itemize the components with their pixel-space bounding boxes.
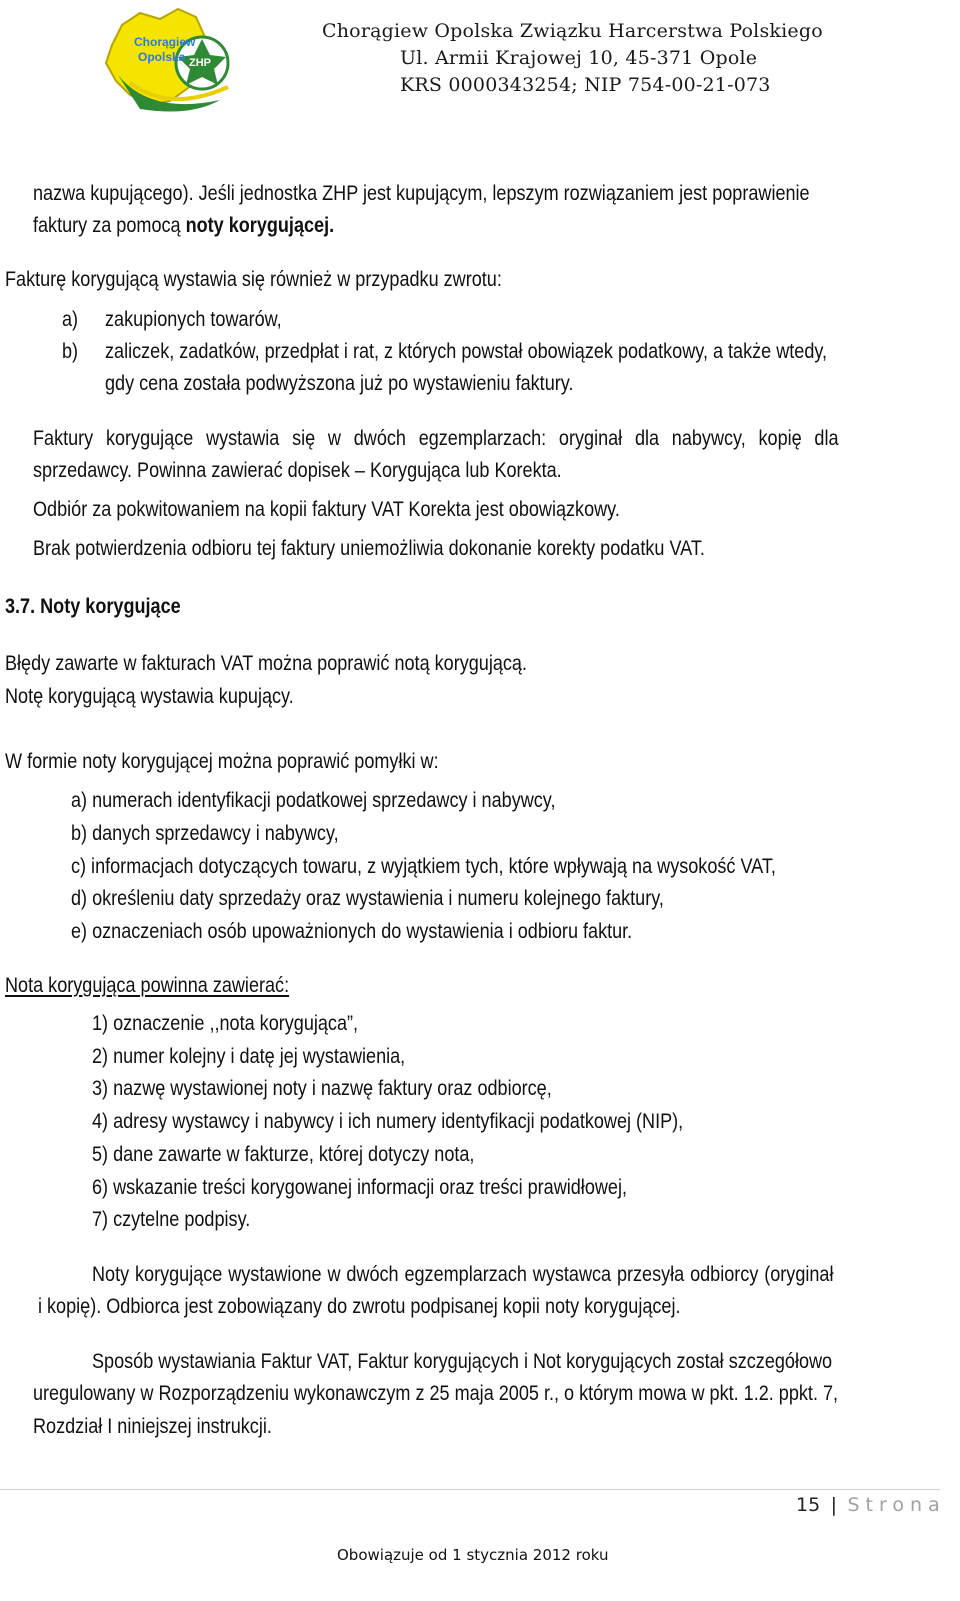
list-3-item: 4) adresy wystawcy i nabywcy i ich numery identyfikacji podatkowej (NIP),: [92, 1110, 684, 1133]
list-2-item: d) określeniu daty sprzedaży oraz wystawienia i numeru kolejnego faktury,: [71, 887, 664, 910]
footer-divider: [0, 1489, 940, 1490]
paragraph-3-text: Faktury korygujące wystawia się w dwóch egzemplarzach: oryginał dla nabywcy, kopię dla: [33, 427, 839, 450]
list-3-item: 7) czytelne podpisy.: [92, 1208, 251, 1231]
paragraph-3-line-1: [33, 427, 934, 451]
paragraph-5: Brak potwierdzenia odbioru tej faktury uniemożliwia dokonanie korekty podatku VAT.: [33, 537, 705, 560]
paragraph-10-line-3: Rozdział I niniejszej instrukcji.: [33, 1415, 272, 1438]
list-3-item: 3) nazwę wystawionej noty i nazwę faktury oraz odbiorcę,: [92, 1077, 552, 1100]
paragraph-1-bold: noty korygującej.: [185, 214, 335, 237]
paragraph-10-line-2: uregulowany w Rozporządzeniu wykonawczym z 25 maja 2005 r., o którym mowa w pkt. 1.2. ppkt. 7,: [33, 1382, 839, 1405]
paragraph-9-line-1: Noty korygujące wystawione w dwóch egzemplarzach wystawca przesyła odbiorcy (oryginał: [92, 1263, 834, 1286]
paragraph-10-line-1: Sposób wystawiania Faktur VAT, Faktur korygujących i Not korygujących został szczegółowo: [92, 1350, 833, 1373]
list-1-item-b: zaliczek, zadatków, przedpłat i rat, z których powstał obowiązek podatkowy, a także wtedy,: [105, 340, 828, 363]
section-heading: 3.7. Noty korygujące: [5, 595, 181, 618]
paragraph-1-line-2: [33, 214, 334, 238]
page-separator: |: [830, 1494, 838, 1516]
paragraph-4: Odbiór za pokwitowaniem na kopii faktury VAT Korekta jest obowiązkowy.: [33, 498, 620, 521]
list-3-item: 5) dane zawarte w fakturze, której dotyczy nota,: [92, 1143, 475, 1166]
page-word: Strona: [847, 1494, 946, 1516]
list-3-item: 1) oznaczenie ,,nota korygująca”,: [92, 1012, 359, 1035]
logo-text-bottom: Opolska: [138, 50, 186, 64]
header-org-name: Chorągiew Opolska Związku Harcerstwa Polskiego: [322, 20, 823, 42]
logo-text-top: Chorągiew: [134, 35, 196, 49]
list-2-item: e) oznaczeniach osób upoważnionych do wystawienia i odbioru faktur.: [71, 920, 633, 943]
list-3-item: 2) numer kolejny i datę jej wystawienia,: [92, 1045, 406, 1068]
paragraph-6-line-1: Błędy zawarte w fakturach VAT można poprawić notą korygującą.: [5, 652, 527, 675]
list-1-item-a: zakupionych towarów,: [105, 308, 282, 331]
logo-badge-text: ZHP: [189, 57, 211, 69]
logo: [100, 5, 240, 120]
list-2-item: a) numerach identyfikacji podatkowej sprzedawcy i nabywcy,: [71, 789, 556, 812]
list-1-marker-a: a): [62, 308, 79, 331]
list-2-item: b) danych sprzedawcy i nabywcy,: [71, 822, 339, 845]
paragraph-1-line-1: nazwa kupującego). Jeśli jednostka ZHP jest kupującym, lepszym rozwiązaniem jest poprawienie: [33, 182, 810, 205]
effective-date-note: Obowiązuje od 1 stycznia 2012 roku: [337, 1546, 609, 1564]
paragraph-9-line-2: i kopię). Odbiorca jest zobowiązany do zwrotu podpisanej kopii noty korygującej.: [38, 1295, 681, 1318]
list-1-marker-b: b): [62, 340, 79, 363]
paragraph-2: Fakturę korygującą wystawia się również w przypadku zwrotu:: [5, 268, 502, 291]
paragraph-8: Nota korygująca powinna zawierać:: [5, 974, 290, 997]
list-1-item-b-continuation: gdy cena została podwyższona już po wystawieniu faktury.: [105, 372, 574, 395]
list-2-item: c) informacjach dotyczących towaru, z wyjątkiem tych, które wpływają na wysokość VAT,: [71, 855, 776, 878]
page-number: 15: [796, 1494, 821, 1516]
list-3-item: 6) wskazanie treści korygowanej informacji oraz treści prawidłowej,: [92, 1176, 627, 1199]
page-indicator: [796, 1494, 946, 1516]
header-address: Ul. Armii Krajowej 10, 45-371 Opole: [400, 47, 758, 69]
paragraph-1-text: faktury za pomocą: [33, 214, 186, 237]
header-registry: KRS 0000343254; NIP 754-00-21-073: [400, 74, 771, 96]
paragraph-3-line-2: sprzedawcy. Powinna zawierać dopisek – Korygująca lub Korekta.: [33, 459, 562, 482]
paragraph-7: W formie noty korygującej można poprawić pomyłki w:: [5, 750, 439, 773]
paragraph-6-line-2: Notę korygującą wystawia kupujący.: [5, 685, 294, 708]
